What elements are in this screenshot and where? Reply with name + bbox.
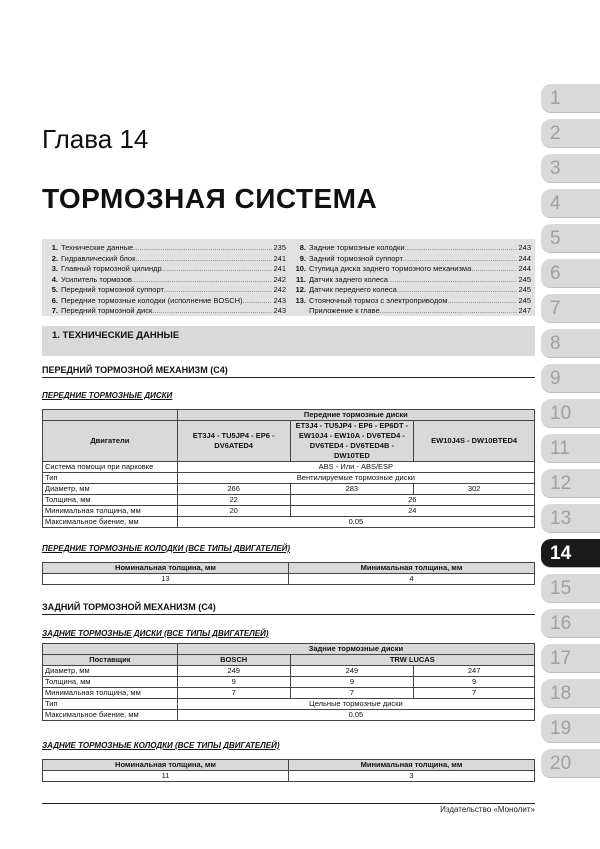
table-caption: Передние тормозные диски [177, 410, 534, 421]
chapter-tabs [541, 84, 600, 784]
tab-1[interactable]: 1 [541, 84, 600, 113]
toc-num: 4. [51, 274, 58, 284]
tab-5[interactable]: 5 [541, 224, 600, 253]
row-label: Толщина, мм [43, 495, 178, 506]
cell: Цельные тормозные диски [177, 699, 534, 710]
table-row [43, 462, 535, 473]
tab-6[interactable]: 6 [541, 259, 600, 288]
table-row [43, 484, 535, 495]
row-label: Минимальная толщина, мм [43, 688, 178, 699]
tab-10[interactable]: 10 [541, 399, 600, 428]
toc-num: 8. [299, 243, 306, 252]
toc-item[interactable] [294, 285, 531, 296]
tab-9[interactable]: 9 [541, 364, 600, 393]
front-discs-table [42, 409, 535, 528]
chapter-label: Глава 14 [42, 124, 149, 154]
row-label: Система помощи при парковке [43, 462, 178, 473]
tab-7[interactable]: 7 [541, 294, 600, 323]
toc-num: 11. [295, 274, 306, 284]
toc-text: Датчик переднего колеса [309, 285, 397, 294]
table-row [43, 771, 535, 782]
cell: 22 [177, 495, 290, 506]
tab-2[interactable]: 2 [541, 119, 600, 148]
engine-col-2: ET3J4 - TU5JP4 - EP6 - EP6DT - EW10J4 - EW10A - DV6TED4 - DV6TED4 - DV6TED4B - DW10TED [290, 421, 414, 462]
toc-text: Задний тормозной суппорт [309, 253, 403, 263]
cell: 11 [43, 771, 289, 782]
row-label: Минимальная толщина, мм [43, 506, 178, 517]
toc-item[interactable] [46, 285, 286, 296]
table-row [43, 710, 535, 721]
toc-text: Передний тормозной суппорт [61, 285, 164, 294]
row-label: Тип [43, 473, 178, 484]
cell: 249 [177, 666, 290, 677]
toc-item[interactable] [294, 254, 531, 265]
tab-12[interactable]: 12 [541, 469, 600, 498]
cell: 9 [414, 677, 535, 688]
toc-text: Ступица диска заднего тормозного механизма [309, 264, 472, 273]
rear-brake-heading: ЗАДНИЙ ТОРМОЗНОЙ МЕХАНИЗМ (C4) [42, 602, 216, 612]
toc-text: Передний тормозной диск [61, 306, 153, 315]
toc-num: 5. [51, 285, 58, 294]
toc-item[interactable] [294, 243, 531, 254]
toc-item[interactable] [46, 296, 286, 307]
toc-page: 244 [518, 264, 531, 273]
table-row [43, 699, 535, 710]
cell: 247 [414, 666, 535, 677]
toc-page: 244 [518, 253, 531, 263]
toc-page: 242 [273, 285, 286, 294]
tab-3[interactable]: 3 [541, 154, 600, 183]
cell: 4 [289, 574, 535, 585]
table-row [43, 688, 535, 699]
row-label: Диаметр, мм [43, 666, 178, 677]
toc-text: Задние тормозные колодки [309, 243, 405, 252]
rear-discs-table [42, 643, 535, 721]
tab-14[interactable]: 14 [541, 539, 600, 568]
front-brake-heading: ПЕРЕДНИЙ ТОРМОЗНОЙ МЕХАНИЗМ (C4) [42, 365, 228, 375]
col-header: Минимальная толщина, мм [289, 563, 535, 574]
toc-text: Технические данные [61, 243, 134, 252]
cell: 7 [414, 688, 535, 699]
toc-item[interactable] [294, 275, 531, 286]
tab-13[interactable]: 13 [541, 504, 600, 533]
tab-16[interactable]: 16 [541, 609, 600, 638]
cell: 7 [177, 688, 290, 699]
cell: 9 [290, 677, 414, 688]
table-row [43, 677, 535, 688]
toc-page: 245 [518, 285, 531, 294]
front-pads-table [42, 562, 535, 585]
toc-item[interactable] [46, 243, 286, 254]
tab-18[interactable]: 18 [541, 679, 600, 708]
toc-left-column [46, 243, 286, 317]
engine-col-1: ET3J4 - TU5JP4 - EP6 - DV6ATED4 [177, 421, 290, 462]
toc-item[interactable] [294, 306, 531, 317]
front-discs-heading: ПЕРЕДНИЕ ТОРМОЗНЫЕ ДИСКИ [42, 391, 173, 400]
toc-page: 241 [273, 264, 286, 273]
cell: 20 [177, 506, 290, 517]
toc-page: 243 [273, 295, 286, 305]
toc-item[interactable] [46, 275, 286, 286]
toc-text: Приложение к главе [309, 306, 380, 315]
footer-divider [42, 803, 535, 804]
table-row [43, 495, 535, 506]
toc-page: 243 [273, 306, 286, 315]
supplier-header: Поставщик [43, 655, 178, 666]
cell: 302 [414, 484, 535, 495]
tab-20[interactable]: 20 [541, 749, 600, 778]
toc-page: 243 [518, 243, 531, 252]
toc-page: 241 [273, 253, 286, 263]
toc-num: 7. [51, 306, 58, 315]
toc-page: 247 [518, 306, 531, 315]
toc-num: 9. [299, 253, 306, 263]
cell: 266 [177, 484, 290, 495]
tab-8[interactable]: 8 [541, 329, 600, 358]
toc-page: 245 [518, 274, 531, 284]
row-label: Диаметр, мм [43, 484, 178, 495]
tab-19[interactable]: 19 [541, 714, 600, 743]
col-header: Номинальная толщина, мм [43, 563, 289, 574]
cell: 0,05 [177, 710, 534, 721]
table-row [43, 574, 535, 585]
tab-15[interactable]: 15 [541, 574, 600, 603]
cell: 13 [43, 574, 289, 585]
table-row [43, 517, 535, 528]
tab-17[interactable]: 17 [541, 644, 600, 673]
toc-num: 6. [51, 295, 58, 305]
toc-text: Главный тормозной цилиндр [61, 264, 162, 273]
toc-item[interactable] [46, 254, 286, 265]
cell: 3 [289, 771, 535, 782]
engine-col-3: EW10J4S - DW10BTED4 [414, 421, 535, 462]
rear-discs-heading: ЗАДНИЕ ТОРМОЗНЫЕ ДИСКИ (ВСЕ ТИПЫ ДВИГАТЕЛЕЙ) [42, 629, 269, 638]
section-heading: 1. ТЕХНИЧЕСКИЕ ДАННЫЕ [42, 326, 535, 356]
col-header: Номинальная толщина, мм [43, 760, 289, 771]
col-header: Минимальная толщина, мм [289, 760, 535, 771]
toc-text: Усилитель тормозов [61, 274, 132, 284]
toc-text: Гидравлический блок [61, 253, 136, 263]
toc-num: 10. [295, 264, 306, 273]
rear-pads-heading: ЗАДНИЕ ТОРМОЗНЫЕ КОЛОДКИ (ВСЕ ТИПЫ ДВИГАТЕЛЕЙ) [42, 741, 280, 750]
table-row [43, 473, 535, 484]
toc-num: 2. [51, 253, 58, 263]
toc-num: 12. [295, 285, 306, 294]
page-title: ТОРМОЗНАЯ СИСТЕМА [42, 183, 378, 214]
rear-pads-table [42, 759, 535, 782]
row-label: Максимальное биение, мм [43, 710, 178, 721]
toc-text: Датчик заднего колеса [309, 274, 388, 284]
toc-item[interactable] [46, 264, 286, 275]
toc-num [294, 306, 306, 317]
cell: 249 [290, 666, 414, 677]
toc-item[interactable] [294, 296, 531, 307]
engine-header: Двигатели [43, 421, 178, 462]
row-label: Тип [43, 699, 178, 710]
supplier-col: TRW LUCAS [290, 655, 534, 666]
toc-text: Передние тормозные колодки (исполнение BOSCH) [61, 295, 243, 305]
toc-num: 1. [51, 243, 58, 252]
toc-item[interactable] [46, 306, 286, 317]
cell: Вентилируемые тормозные диски [177, 473, 534, 484]
cell: 9 [177, 677, 290, 688]
toc-page: 245 [518, 295, 531, 305]
divider [42, 614, 535, 615]
divider [42, 377, 535, 378]
front-pads-heading: ПЕРЕДНИЕ ТОРМОЗНЫЕ КОЛОДКИ (ВСЕ ТИПЫ ДВИГАТЕЛЕЙ) [42, 544, 291, 553]
cell: 26 [290, 495, 535, 506]
cell: ABS - Или - ABS/ESP [177, 462, 534, 473]
table-caption: Задние тормозные диски [177, 644, 534, 655]
cell: 7 [290, 688, 414, 699]
supplier-col: BOSCH [177, 655, 290, 666]
toc-item[interactable] [294, 264, 531, 275]
table-of-contents [42, 239, 535, 316]
row-label: Максимальное биение, мм [43, 517, 178, 528]
toc-page: 242 [273, 274, 286, 284]
toc-right-column [294, 243, 531, 317]
cell: 283 [290, 484, 414, 495]
tab-11[interactable]: 11 [541, 434, 600, 463]
tab-4[interactable]: 4 [541, 189, 600, 218]
table-row [43, 506, 535, 517]
row-label: Толщина, мм [43, 677, 178, 688]
toc-page: 235 [273, 243, 286, 252]
cell: 24 [290, 506, 535, 517]
cell: 0,05 [177, 517, 534, 528]
table-row [43, 666, 535, 677]
toc-text: Стояночный тормоз с электроприводом [309, 295, 448, 305]
toc-num: 3. [51, 264, 58, 273]
publisher-footer: Издательство «Монолит» [440, 805, 535, 814]
toc-num: 13. [295, 295, 306, 305]
